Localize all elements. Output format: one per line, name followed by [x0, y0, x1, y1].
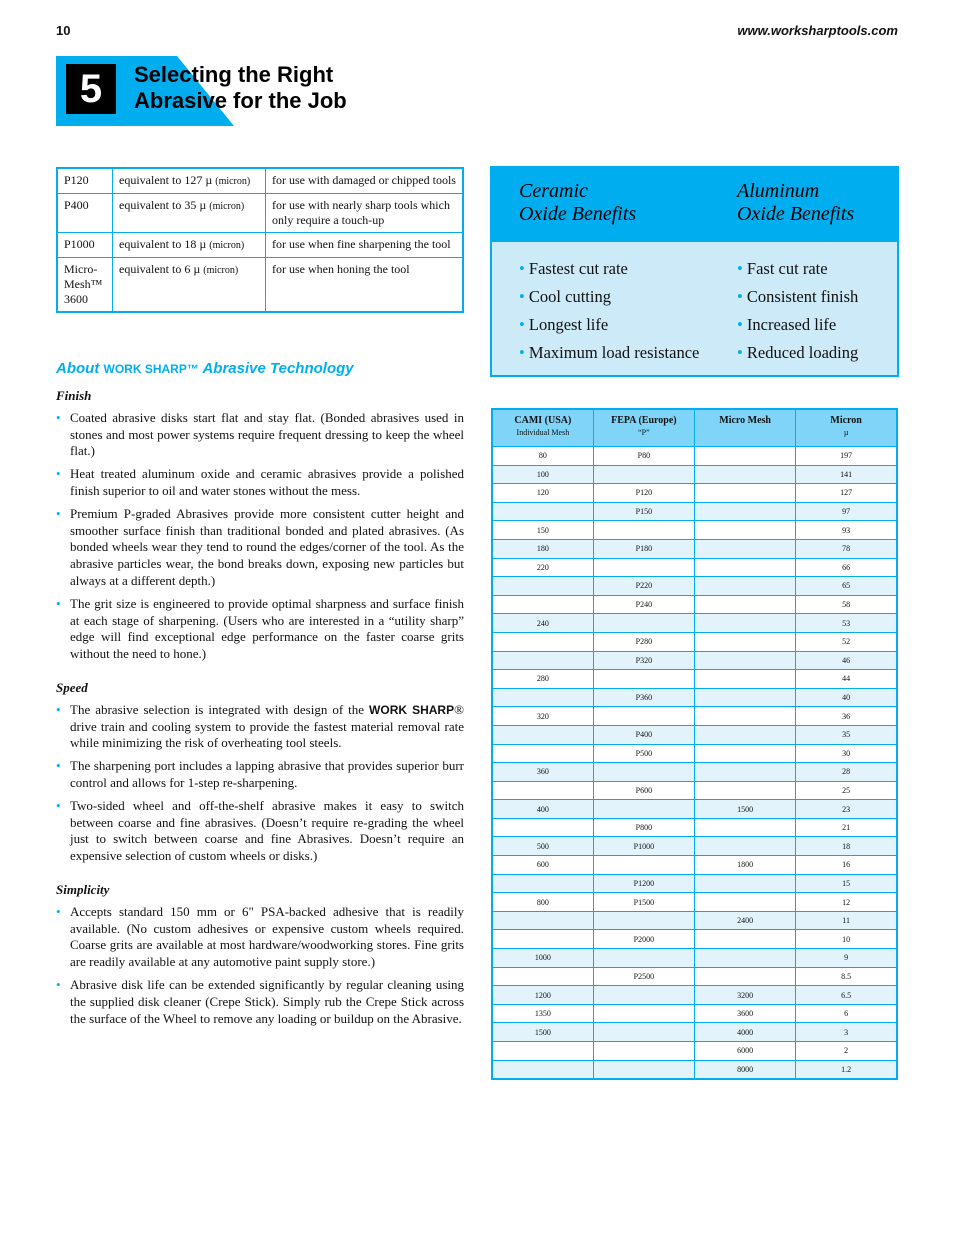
- table-cell: [695, 725, 796, 744]
- table-cell: 80: [492, 447, 593, 466]
- about-heading-pre: About: [56, 360, 100, 377]
- table-cell: 53: [796, 614, 897, 633]
- simplicity-item-2: • Abrasive disk life can be extended significantly by regular cleaning using the supplied disk cleaner (Crepe Stick). Simply rub the Crepe Stick across the surface of the Wheel to remove any loading or buildup on the Abrasive.: [56, 977, 464, 1027]
- table-cell: P800: [593, 818, 694, 837]
- table-cell: [695, 818, 796, 837]
- use-cell: for use when honing the tool: [266, 258, 464, 313]
- column-header: [492, 409, 593, 447]
- table-cell: 93: [796, 521, 897, 540]
- table-cell: 100: [492, 465, 593, 484]
- section-title: [134, 62, 347, 114]
- table-row: [492, 502, 897, 521]
- table-row: [492, 465, 897, 484]
- table-cell: 141: [796, 465, 897, 484]
- table-cell: 28: [796, 763, 897, 782]
- table-cell: 21: [796, 818, 897, 837]
- grit-table-row: [57, 258, 463, 313]
- finish-list: [56, 410, 464, 663]
- table-cell: [492, 688, 593, 707]
- table-cell: [593, 558, 694, 577]
- equivalent-unit: (micron): [209, 240, 245, 251]
- simplicity-item-1: • Accepts standard 150 mm or 6" PSA-backed adhesive that is readily available. (No custom adhesives or expensive custom wheels required. Coarse grits are available at most hardware/woodworking stores. Fine grits are readily available at any automotive paint supply store.): [56, 904, 464, 971]
- table-cell: 150: [492, 521, 593, 540]
- table-cell: 4000: [695, 1023, 796, 1042]
- table-row: [492, 1042, 897, 1061]
- table-cell: [695, 763, 796, 782]
- speed-item-1-brand: WORK SHARP: [369, 702, 455, 717]
- table-cell: [695, 874, 796, 893]
- column-header-sub: µ: [843, 428, 849, 437]
- table-cell: [695, 707, 796, 726]
- grit-cell: P120: [57, 168, 113, 194]
- table-cell: P1000: [593, 837, 694, 856]
- table-cell: P1200: [593, 874, 694, 893]
- about-heading-brand: WORK SHARP: [103, 362, 187, 376]
- table-cell: [492, 725, 593, 744]
- table-cell: [593, 521, 694, 540]
- table-row: [492, 484, 897, 503]
- table-cell: [492, 1042, 593, 1061]
- table-row: [492, 1060, 897, 1079]
- column-header-label: Micro Mesh: [719, 415, 771, 426]
- column-header-sub: Individual Mesh: [516, 428, 570, 437]
- table-cell: 8000: [695, 1060, 796, 1079]
- table-cell: [695, 447, 796, 466]
- grit-conversion-table: [491, 408, 898, 1080]
- table-cell: [593, 800, 694, 819]
- table-cell: 180: [492, 539, 593, 558]
- table-row: [492, 744, 897, 763]
- aluminum-heading-line2: Oxide Benefits: [737, 203, 855, 225]
- table-cell: 46: [796, 651, 897, 670]
- table-row: [492, 707, 897, 726]
- section-title-line1: Selecting the Right: [134, 62, 334, 87]
- table-cell: 23: [796, 800, 897, 819]
- ceramic-benefit: • Cool cutting: [519, 283, 699, 311]
- table-cell: [492, 967, 593, 986]
- table-cell: [593, 1042, 694, 1061]
- table-cell: 3600: [695, 1004, 796, 1023]
- table-cell: 52: [796, 632, 897, 651]
- table-cell: [695, 577, 796, 596]
- table-cell: P2000: [593, 930, 694, 949]
- simplicity-heading: Simplicity: [56, 881, 110, 897]
- table-cell: [695, 744, 796, 763]
- table-cell: [492, 874, 593, 893]
- table-cell: [593, 986, 694, 1005]
- equivalent-unit: (micron): [215, 176, 251, 187]
- table-row: [492, 688, 897, 707]
- aluminum-heading-line1: Aluminum: [737, 180, 820, 202]
- oxide-benefits-panel: [490, 166, 899, 377]
- ceramic-heading: [519, 180, 636, 226]
- table-row: [492, 1023, 897, 1042]
- table-cell: 500: [492, 837, 593, 856]
- table-cell: [695, 484, 796, 503]
- page-number: 10: [56, 23, 71, 38]
- table-cell: [492, 911, 593, 930]
- table-row: [492, 856, 897, 875]
- grit-table-row: [57, 194, 463, 233]
- speed-item-1-post: drive train and cooling system to provide the fastest material removal rate while minimizing the risk of overheating tool steels.: [70, 718, 464, 751]
- table-row: [492, 837, 897, 856]
- table-cell: 1500: [492, 1023, 593, 1042]
- table-row: [492, 670, 897, 689]
- column-header-sub: “P”: [638, 428, 650, 437]
- table-cell: [695, 521, 796, 540]
- table-cell: [492, 1060, 593, 1079]
- table-cell: [593, 911, 694, 930]
- equivalent-cell: [113, 194, 266, 233]
- speed-item-2: • The sharpening port includes a lapping abrasive that provides superior burr control and allows for 1-step re-sharpening.: [56, 758, 464, 792]
- equivalent-unit: (micron): [203, 265, 239, 276]
- table-cell: 400: [492, 800, 593, 819]
- finish-item-4: • The grit size is engineered to provide optimal sharpness and surface finish at each stage of sharpening. (Users who are interested in a “utility sharp” edge will find exceptional edge performance on the faster coarse grits without the need to hone.): [56, 596, 464, 663]
- table-row: [492, 595, 897, 614]
- table-cell: P150: [593, 502, 694, 521]
- table-cell: [695, 651, 796, 670]
- finish-item-2: • Heat treated aluminum oxide and ceramic abrasives provide a polished finish superior to oil and water stones without the mess.: [56, 466, 464, 500]
- table-row: [492, 577, 897, 596]
- table-cell: 15: [796, 874, 897, 893]
- table-cell: 2400: [695, 911, 796, 930]
- table-cell: 120: [492, 484, 593, 503]
- table-row: [492, 930, 897, 949]
- table-cell: P500: [593, 744, 694, 763]
- table-cell: 16: [796, 856, 897, 875]
- table-cell: 360: [492, 763, 593, 782]
- table-cell: [593, 856, 694, 875]
- table-cell: [695, 670, 796, 689]
- table-row: [492, 447, 897, 466]
- table-cell: 600: [492, 856, 593, 875]
- table-cell: 127: [796, 484, 897, 503]
- table-cell: 36: [796, 707, 897, 726]
- speed-item-1: [56, 702, 464, 752]
- table-cell: P1500: [593, 893, 694, 912]
- website-url[interactable]: www.worksharptools.com: [737, 23, 898, 38]
- about-heading-tm: ™: [186, 362, 199, 376]
- table-cell: [492, 930, 593, 949]
- table-cell: 30: [796, 744, 897, 763]
- ceramic-benefits-list: [519, 255, 699, 367]
- table-row: [492, 1004, 897, 1023]
- table-cell: 1350: [492, 1004, 593, 1023]
- aluminum-benefits-list: [737, 255, 858, 367]
- equivalent-value: equivalent to 18 µ: [119, 237, 207, 251]
- table-cell: [695, 967, 796, 986]
- table-cell: 220: [492, 558, 593, 577]
- table-cell: 3200: [695, 986, 796, 1005]
- equivalent-cell: [113, 168, 266, 194]
- finish-item-3: • Premium P-graded Abrasives provide more consistent cutter height and smoother surface finish than traditional bonded and plated abrasives. (As bonded wheels wear they tend to round the edges/corner of the tool. As the abrasive particles wear, the bond breaks down, exposing new particles but always at a different depth.): [56, 506, 464, 590]
- grit-table-row: [57, 233, 463, 258]
- table-row: [492, 521, 897, 540]
- table-cell: P400: [593, 725, 694, 744]
- table-cell: P280: [593, 632, 694, 651]
- use-cell: for use with nearly sharp tools which only require a touch-up: [266, 194, 464, 233]
- table-cell: [593, 949, 694, 968]
- table-cell: [695, 632, 796, 651]
- table-cell: [492, 502, 593, 521]
- table-cell: 58: [796, 595, 897, 614]
- table-cell: P120: [593, 484, 694, 503]
- table-cell: [695, 614, 796, 633]
- table-cell: [593, 763, 694, 782]
- aluminum-benefit: • Reduced loading: [737, 339, 858, 367]
- table-cell: 11: [796, 911, 897, 930]
- table-cell: [492, 651, 593, 670]
- table-row: [492, 986, 897, 1005]
- table-cell: [492, 595, 593, 614]
- column-header-label: CAMI (USA): [514, 415, 572, 426]
- table-cell: 6000: [695, 1042, 796, 1061]
- table-cell: 35: [796, 725, 897, 744]
- table-cell: [593, 614, 694, 633]
- table-cell: P2500: [593, 967, 694, 986]
- table-cell: 800: [492, 893, 593, 912]
- table-cell: 197: [796, 447, 897, 466]
- table-cell: 320: [492, 707, 593, 726]
- table-cell: [695, 688, 796, 707]
- table-cell: 78: [796, 539, 897, 558]
- table-cell: [695, 465, 796, 484]
- table-cell: 97: [796, 502, 897, 521]
- table-cell: P600: [593, 781, 694, 800]
- ceramic-benefit: • Longest life: [519, 311, 699, 339]
- table-cell: [593, 670, 694, 689]
- grit-cell: P1000: [57, 233, 113, 258]
- table-row: [492, 632, 897, 651]
- table-row: [492, 800, 897, 819]
- grit-cell: Micro-Mesh™ 3600: [57, 258, 113, 313]
- table-row: [492, 651, 897, 670]
- table-cell: [695, 781, 796, 800]
- aluminum-heading: [737, 180, 854, 226]
- ceramic-heading-line1: Ceramic: [519, 180, 588, 202]
- column-header: [796, 409, 897, 447]
- table-cell: 44: [796, 670, 897, 689]
- table-cell: 12: [796, 893, 897, 912]
- column-header-label: FEPA (Europe): [611, 415, 677, 426]
- equivalent-value: equivalent to 127 µ: [119, 173, 213, 187]
- table-row: [492, 539, 897, 558]
- ceramic-heading-line2: Oxide Benefits: [519, 203, 637, 225]
- equivalent-cell: [113, 233, 266, 258]
- table-cell: [593, 1004, 694, 1023]
- table-cell: [695, 949, 796, 968]
- table-row: [492, 763, 897, 782]
- table-cell: 1800: [695, 856, 796, 875]
- finish-item-1: • Coated abrasive disks start flat and stay flat. (Bonded abrasives used in stones and most power systems require frequent dressing to keep the wheel flat.): [56, 410, 464, 460]
- grit-equivalence-table: [56, 167, 464, 313]
- table-cell: [695, 502, 796, 521]
- use-cell: for use when fine sharpening the tool: [266, 233, 464, 258]
- table-cell: [593, 1023, 694, 1042]
- table-row: [492, 967, 897, 986]
- speed-list: [56, 702, 464, 865]
- table-cell: [492, 818, 593, 837]
- equivalent-value: equivalent to 35 µ: [119, 198, 207, 212]
- table-cell: P240: [593, 595, 694, 614]
- table-row: [492, 725, 897, 744]
- table-row: [492, 558, 897, 577]
- table-cell: 1500: [695, 800, 796, 819]
- table-cell: 6: [796, 1004, 897, 1023]
- table-cell: P320: [593, 651, 694, 670]
- about-heading-post: Abrasive Technology: [202, 360, 354, 377]
- section-title-line2: Abrasive for the Job: [134, 88, 347, 113]
- table-cell: P360: [593, 688, 694, 707]
- aluminum-benefit: • Consistent finish: [737, 283, 858, 311]
- table-cell: [593, 465, 694, 484]
- aluminum-benefit: • Fast cut rate: [737, 255, 858, 283]
- table-cell: 6.5: [796, 986, 897, 1005]
- table-cell: 240: [492, 614, 593, 633]
- column-header-label: Micron: [830, 415, 862, 426]
- table-cell: [695, 930, 796, 949]
- table-cell: 1200: [492, 986, 593, 1005]
- abrasive-technology-text: [56, 388, 464, 1044]
- table-cell: 1000: [492, 949, 593, 968]
- aluminum-benefit: • Increased life: [737, 311, 858, 339]
- table-row: [492, 874, 897, 893]
- table-cell: 40: [796, 688, 897, 707]
- table-cell: [695, 595, 796, 614]
- table-cell: [492, 632, 593, 651]
- table-cell: 66: [796, 558, 897, 577]
- grit-table-row: [57, 168, 463, 194]
- speed-item-3: • Two-sided wheel and off-the-shelf abrasive makes it easy to switch between coarse and fine abrasives. (Doesn’t require re-grading the wheel just to switch between coarse and fine Abrasives. Doesn’t require an expensive selection of custom wheels or disks.): [56, 798, 464, 865]
- table-cell: P180: [593, 539, 694, 558]
- table-cell: P80: [593, 447, 694, 466]
- table-cell: 8.5: [796, 967, 897, 986]
- section-number: 5: [66, 64, 116, 114]
- table-cell: 2: [796, 1042, 897, 1061]
- finish-heading: Finish: [56, 388, 92, 403]
- table-cell: [593, 1060, 694, 1079]
- about-heading: [56, 360, 354, 377]
- table-row: [492, 911, 897, 930]
- table-cell: [593, 707, 694, 726]
- table-row: [492, 614, 897, 633]
- equivalent-cell: [113, 258, 266, 313]
- table-cell: [695, 893, 796, 912]
- table-row: [492, 781, 897, 800]
- column-header: [695, 409, 796, 447]
- table-cell: 18: [796, 837, 897, 856]
- equivalent-value: equivalent to 6 µ: [119, 262, 201, 276]
- table-cell: [492, 577, 593, 596]
- table-row: [492, 949, 897, 968]
- table-cell: 3: [796, 1023, 897, 1042]
- table-cell: 10: [796, 930, 897, 949]
- equivalent-unit: (micron): [209, 201, 245, 212]
- table-cell: [695, 837, 796, 856]
- table-row: [492, 818, 897, 837]
- speed-item-1-reg: ®: [454, 701, 464, 717]
- table-cell: 9: [796, 949, 897, 968]
- use-cell: for use with damaged or chipped tools: [266, 168, 464, 194]
- ceramic-benefit: • Maximum load resistance: [519, 339, 699, 367]
- speed-heading: Speed: [56, 679, 88, 695]
- table-cell: [492, 744, 593, 763]
- table-cell: 280: [492, 670, 593, 689]
- table-cell: [492, 781, 593, 800]
- table-cell: 65: [796, 577, 897, 596]
- simplicity-list: [56, 904, 464, 1028]
- column-header: [593, 409, 694, 447]
- table-cell: 25: [796, 781, 897, 800]
- table-row: [492, 893, 897, 912]
- table-cell: [695, 539, 796, 558]
- table-cell: P220: [593, 577, 694, 596]
- ceramic-benefit: • Fastest cut rate: [519, 255, 699, 283]
- table-cell: 1.2: [796, 1060, 897, 1079]
- table-cell: [695, 558, 796, 577]
- speed-item-1-pre: The abrasive selection is integrated with design of the: [70, 701, 370, 717]
- grit-cell: P400: [57, 194, 113, 233]
